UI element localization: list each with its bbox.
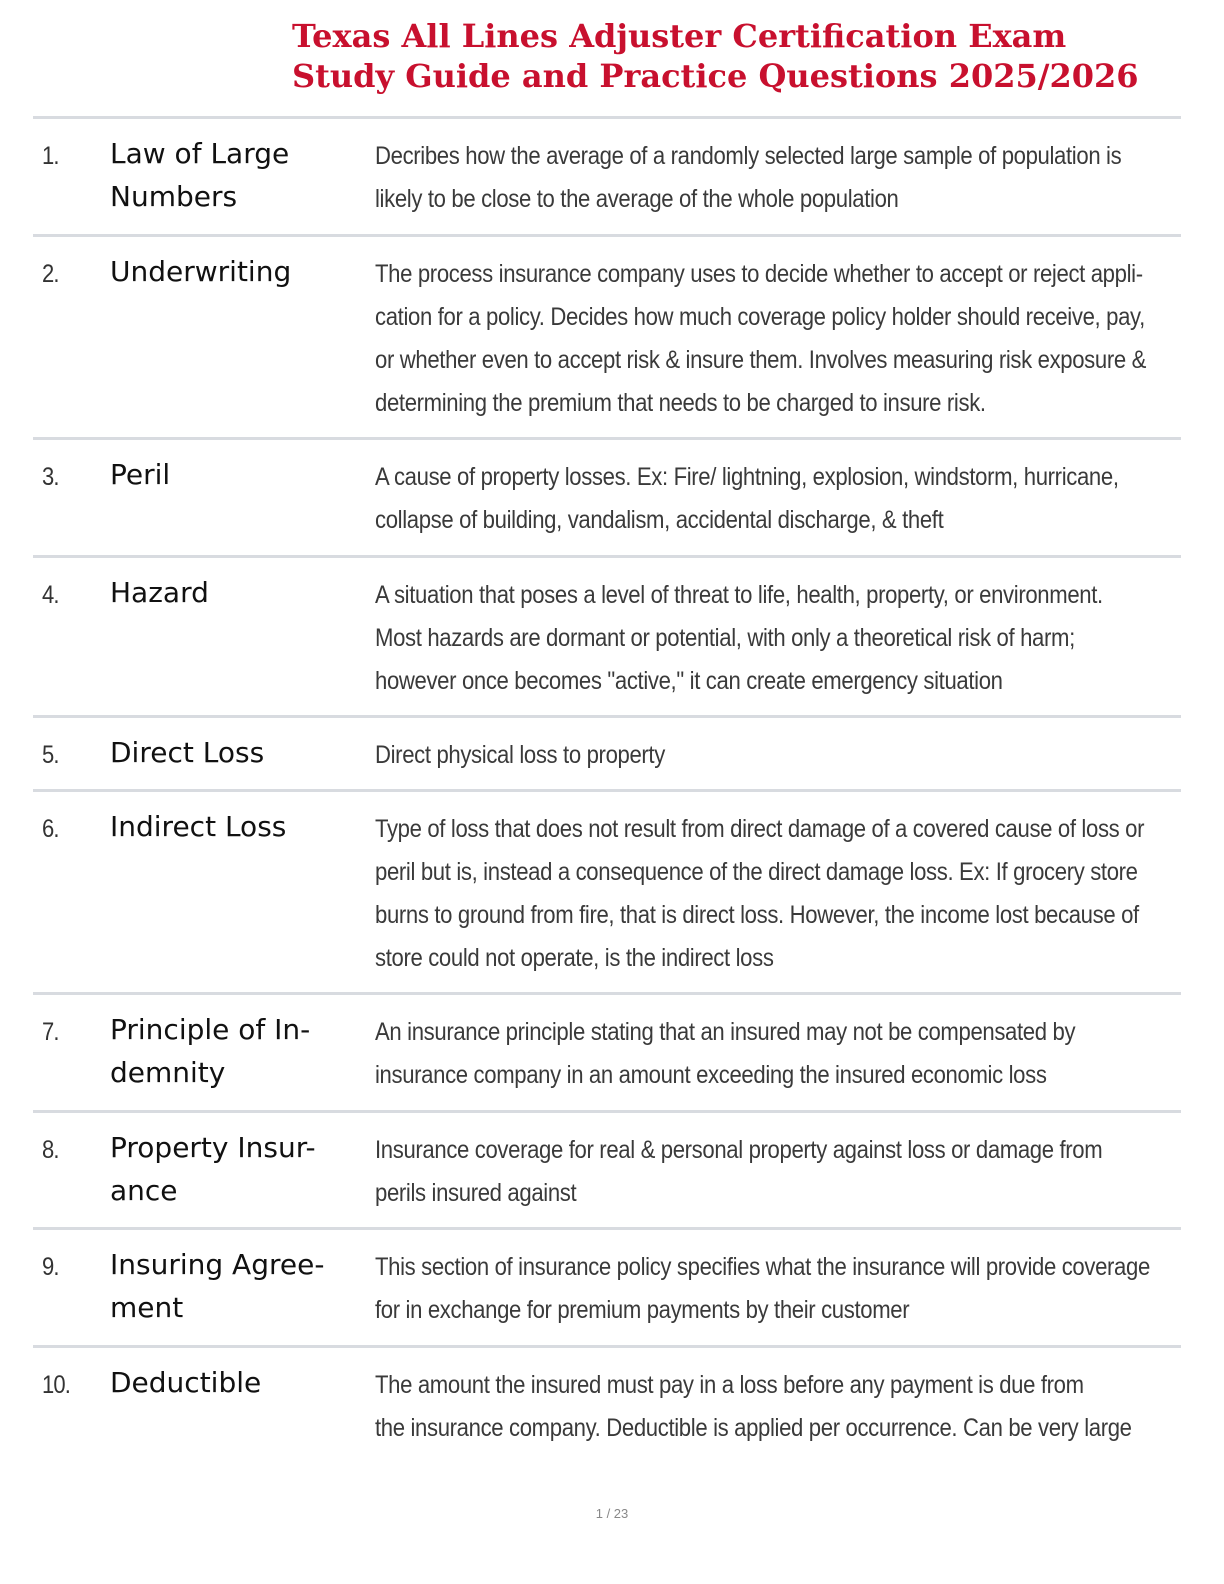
card-number: 1. [42, 142, 59, 170]
card-term: Indirect Loss [110, 810, 287, 843]
card-number: 7. [42, 1018, 59, 1046]
title-line-2: Study Guide and Practice Questions 2025/2026 [292, 57, 1139, 95]
page-title [292, 16, 1192, 96]
card-term: Peril [110, 458, 171, 491]
card-number: 6. [42, 815, 59, 843]
card-number: 3. [42, 463, 59, 491]
card-term: Underwriting [110, 255, 292, 288]
card-definition: Direct physical loss to property [375, 741, 665, 769]
flashcard-2 [33, 237, 1181, 440]
card-definition: An insurance principle stating that an insured may not be compensated by insurance company in an amount exceeding the insured economic loss [375, 1018, 1076, 1089]
card-term: Property Insur- ance [110, 1131, 316, 1207]
flashcard-10 [33, 1348, 1181, 1458]
card-number: 5. [42, 741, 59, 769]
card-definition: This section of insurance policy specifies what the insurance will provide coverage for in exchange for premium payments by their customer [375, 1253, 1150, 1324]
card-term: Hazard [110, 576, 209, 609]
flashcard-7 [33, 995, 1181, 1113]
card-term: Insuring Agree- ment [110, 1248, 325, 1324]
flashcard-9 [33, 1230, 1181, 1348]
card-definition: Decribes how the average of a randomly selected large sample of population is likely to be close to the average of the whole population [375, 142, 1122, 213]
card-number: 9. [42, 1253, 59, 1281]
card-term: Direct Loss [110, 736, 265, 769]
flashcard-8 [33, 1113, 1181, 1230]
card-term: Deductible [110, 1366, 262, 1399]
title-line-1: Texas All Lines Adjuster Certification Exam [292, 17, 1067, 55]
card-definition: The process insurance company uses to decide whether to accept or reject appli- cation for a policy. Decides how much coverage policy holder should receive, pay, or whether even to accept risk & insure them. Involves measuring risk exposure & determining the premium that needs to be charged to insure risk. [375, 260, 1147, 417]
card-number: 8. [42, 1136, 59, 1164]
flashcard-3 [33, 440, 1181, 558]
page-number: 1 / 23 [595, 1506, 629, 1521]
card-number: 4. [42, 581, 59, 609]
card-number: 2. [42, 260, 59, 288]
card-definition: The amount the insured must pay in a loss before any payment is due from the insurance company. Deductible is applied per occurrence. Can be very large [375, 1371, 1132, 1442]
card-definition: A cause of property losses. Ex: Fire/ lightning, explosion, windstorm, hurricane, collapse of building, vandalism, accidental discharge, & theft [375, 463, 1119, 534]
card-definition: A situation that poses a level of threat to life, health, property, or environment. Most hazards are dormant or potential, with only a theoretical risk of harm; however once becomes "active," it can create emergency situation [375, 581, 1103, 695]
card-term: Principle of In- demnity [110, 1013, 311, 1089]
flashcard-1 [33, 119, 1181, 237]
flashcard-5 [33, 718, 1181, 792]
card-term: Law of Large Numbers [110, 137, 290, 213]
flashcard-6 [33, 792, 1181, 995]
card-definition: Insurance coverage for real & personal property against loss or damage from perils insured against [375, 1136, 1103, 1207]
flashcard-4 [33, 558, 1181, 718]
card-number: 10. [42, 1371, 70, 1399]
card-definition: Type of loss that does not result from direct damage of a covered cause of loss or peril but is, instead a consequence of the direct damage loss. Ex: If grocery store burns to ground from fire, that is direct loss. However, the income lost because of store could not operate, is the indirect loss [375, 815, 1145, 972]
